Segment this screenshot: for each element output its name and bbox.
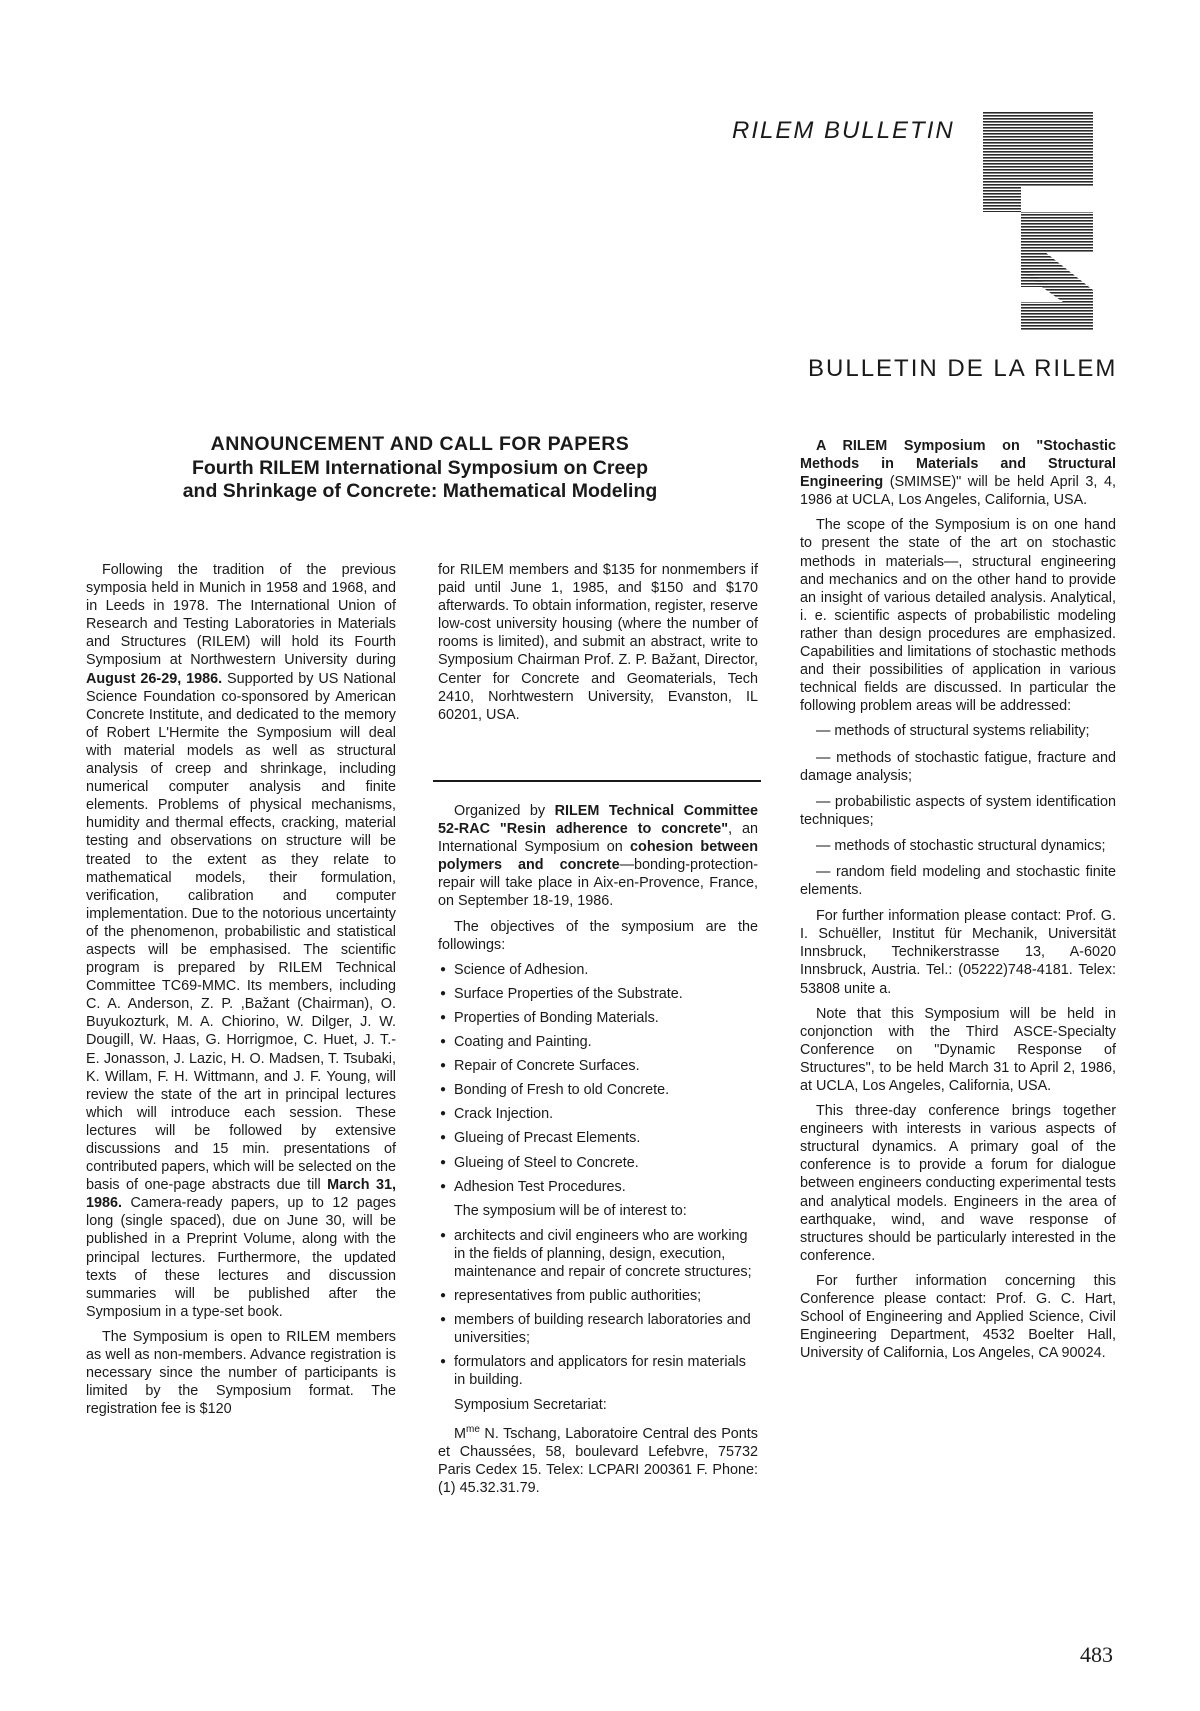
organized-paragraph xyxy=(438,802,758,911)
smimse-intro xyxy=(800,437,1116,509)
symposium-date: August 26-29, 1986. xyxy=(86,670,223,687)
list-item: ● Bonding of Fresh to old Concrete. xyxy=(438,1081,758,1099)
list-item: — methods of stochastic structural dynamics; xyxy=(816,837,1106,854)
creep-paragraph xyxy=(86,561,396,1321)
list-item: — methods of structural systems reliability; xyxy=(816,723,1090,740)
problem-areas-list xyxy=(800,722,1116,899)
section-divider xyxy=(433,780,761,782)
page-number: 483 xyxy=(1080,1642,1113,1667)
secretariat-label: Symposium Secretariat: xyxy=(454,1396,607,1413)
column-2-bottom xyxy=(438,802,758,1504)
interest-list xyxy=(438,1227,758,1390)
list-item: — random field modeling and stochastic finite elements. xyxy=(800,863,1116,899)
list-item: ● architects and civil engineers who are working in the fields of planning, design, execution, maintenance and repair of concrete structures; xyxy=(438,1227,758,1281)
abstract-deadline: March 31, 1986. xyxy=(86,1177,397,1212)
column-2-top xyxy=(438,561,758,731)
announcement-subtitle-2: and Shrinkage of Concrete: Mathematical Modeling xyxy=(182,480,658,502)
text-run: Organized by xyxy=(454,803,555,819)
list-item: ● formulators and applicators for resin materials in building. xyxy=(438,1353,758,1389)
list-item: ● Coating and Painting. xyxy=(438,1033,758,1051)
announcement-heading xyxy=(120,433,720,502)
committee-name: RILEM Technical Committee 52-RAC "Resin adherence to concrete" xyxy=(438,803,758,838)
list-item: — probabilistic aspects of system identification techniques; xyxy=(800,793,1116,828)
registration-continued: for RILEM members and $135 for nonmembers if paid until June 1, 1985, and $150 and $170 afterwards. To obtain information, register, reserve low-cost university housing (where the number of rooms is limited), and submit an abstract, write to Symposium Chairman Prof. Z. P. Bažant, Director, Center for Concrete and Geomaterials, Tech 2410, Norhtwestern University, Evanston, IL 60201, USA. xyxy=(438,562,758,723)
rilem-logo-icon xyxy=(983,112,1093,330)
text-run: Following the tradition of the previous symposia held in Munich in 1958 and 1968, and in Leeds in 1978. The International Union of Research and Testing Laboratories in Materials and Structures (RILEM) will hold its Fourth Symposium at Northwestern University during xyxy=(86,562,396,669)
header-bulletin-de-la-rilem: BULLETIN DE LA RILEM xyxy=(808,355,1118,382)
note-paragraph: Note that this Symposium will be held in conjonction with the Third ASCE-Specialty Conference on "Dynamic Response of Structures", to be held March 31 to April 2, 1986, at UCLA, Los Angeles, California, USA. xyxy=(800,1005,1116,1094)
list-item: ● Repair of Concrete Surfaces. xyxy=(438,1057,758,1075)
text-run: Camera-ready papers, up to 12 pages long (single spaced), due on June 30, will be published in a Preprint Volume, along with the principal lectures. Furthermore, the updated texts of these lectures and discussion summaries will be published after the Symposium in a type-set book. xyxy=(86,1195,396,1320)
list-item: ● representatives from public authorities; xyxy=(438,1287,758,1305)
list-item: ● Properties of Bonding Materials. xyxy=(438,1009,758,1027)
column-3 xyxy=(800,437,1116,1369)
conference-paragraph: This three-day conference brings together engineers with interests in various aspects of structural dynamics. A primary goal of the conference is to provide a forum for dialogue between engineers conducting experimental tests and analytical models. Engineers in the area of earthquake, wind, and wave response of structures should be particularly interested in the conference. xyxy=(800,1103,1116,1264)
interest-intro: The symposium will be of interest to: xyxy=(454,1202,687,1219)
list-item: — methods of stochastic fatigue, fracture and damage analysis; xyxy=(800,749,1116,784)
text-run: , an International Symposium on xyxy=(438,821,758,856)
header-rilem-bulletin: RILEM BULLETIN xyxy=(732,117,955,144)
list-item: ● Science of Adhesion. xyxy=(438,961,758,979)
symposium-name: A RILEM Symposium on "Stochastic Methods in Materials and Structural Engineering xyxy=(800,438,1116,491)
list-item: ● members of building research laboratories and universities; xyxy=(438,1311,758,1347)
announcement-subtitle-1: Fourth RILEM International Symposium on Creep xyxy=(191,457,649,479)
text-run: M xyxy=(454,1425,466,1442)
scope-paragraph: The scope of the Symposium is on one hand to present the state of the art on stochastic methods in materials—, structural engineering and mechanics and on the other hand to provide an insight of various detailed analysis. Analytical, i. e. scientific aspects of probabilistic modeling rather than design procedures are emphasized. Capabilities and limitations of stochastic methods and their possibilities of application in various technical fields are discussed. In particular the following problem areas will be addressed: xyxy=(800,517,1116,715)
list-item: ● Adhesion Test Procedures. xyxy=(438,1178,758,1196)
text-run: me xyxy=(466,1423,480,1435)
contact-paragraph: For further information please contact: Prof. G. I. Schuëller, Institut für Mechanik, Universität Innsbruck, Technikerstrasse 13, A-6020 Innsbruck, Austria. Tel.: (05222)748-4181. Telex: 53808 unite a. xyxy=(800,908,1116,997)
column-1 xyxy=(86,561,396,1425)
list-item: ● Surface Properties of the Substrate. xyxy=(438,985,758,1003)
text-run: N. Tschang, Laboratoire Central des Ponts et Chaussées, 58, boulevard Lefebvre, 75732 Paris Cedex 15. Telex: LCPARI 200361 F. Phone: (1) 45.32.31.79. xyxy=(438,1425,758,1496)
symposium-topic: cohesion between polymers and concrete xyxy=(438,839,758,874)
objectives-list xyxy=(438,961,758,1196)
text-run: —bonding-protection-repair will take place in Aix-en-Provence, France, on September 18-19, 1986. xyxy=(438,857,758,910)
contact2-paragraph: For further information concerning this Conference please contact: Prof. G. C. Hart, School of Engineering and Applied Science, Civil Engineering Department, 4532 Boelter Hall, University of California, Los Angeles, CA 90024. xyxy=(800,1272,1116,1362)
objectives-intro: The objectives of the symposium are the followings: xyxy=(438,918,758,953)
text-run: Supported by US National Science Foundation co-sponsored by American Concrete Institute, and dedicated to the memory of Robert L'Hermite the Symposium will deal with material models as well as structural analysis of creep and shrinkage, including numerical computer analysis and finite elements. Problems of physical mechanisms, humidity and thermal effects, cracking, material testing and observations on structure will be treated to the extent as they relate to mathematical models, their formulation, verification, calibration and computer implementation. Due to the notorious uncertainty of the phenomenon, probabilistic and statistical aspects will be emphasised. The scientific program is prepared by RILEM Technical Committee TC69-MMC. Its members, including C. A. Anderson, Z. P. ,Bažant (Chairman), O. Buyukozturk, M. A. Chiorino, W. Dilger, J. W. Dougill, W. Haas, G. Horrigmoe, C. Huet, J. T.-E. Jonasson, J. Lazic, H. O. Madsen, T. Tsubaki, K. Willam, F. H. Wittmann, and J. F. Young, will review the state of the art in principal lectures which will introduce each session. These lectures will be followed by extensive discussions and 15 min. presentations of contributed papers, which will be selected on the basis of one-page abstracts due till xyxy=(86,670,397,1194)
list-item: ● Glueing of Precast Elements. xyxy=(438,1129,758,1147)
text-run: (SMIMSE)" will be held April 3, 4, 1986 at UCLA, Los Angeles, California, USA. xyxy=(800,474,1116,509)
secretariat-address xyxy=(438,1421,758,1497)
registration-paragraph: The Symposium is open to RILEM members as well as non-members. Advance registration is necessary since the number of participants is limited by the Symposium format. The registration fee is $120 xyxy=(86,1328,396,1418)
announcement-title: ANNOUNCEMENT AND CALL FOR PAPERS xyxy=(210,433,630,455)
list-item: ● Glueing of Steel to Concrete. xyxy=(438,1154,758,1172)
list-item: ● Crack Injection. xyxy=(438,1105,758,1123)
